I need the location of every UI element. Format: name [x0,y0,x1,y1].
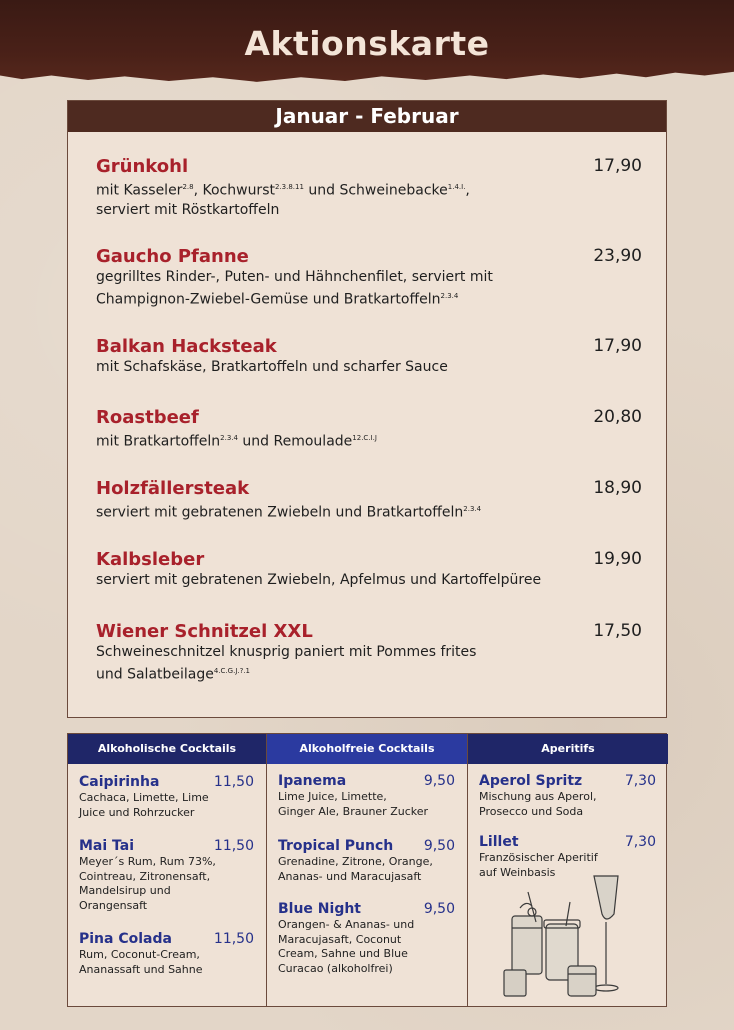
dish-name: Roastbeef [96,407,199,428]
drink-name: Tropical Punch [278,838,394,854]
dish-name: Holzfällersteak [96,478,250,499]
drink-price: 11,50 [213,931,254,947]
drink-name: Aperol Spritz [479,773,583,789]
drink-price: 11,50 [213,774,254,790]
dish-item [96,407,642,452]
drink-name: Lillet [479,834,519,850]
drink-description: Mischung aus Aperol, Prosecco und Soda [479,790,597,818]
main-menu-card [67,100,667,718]
drink-description: Orangen- & Ananas- und Maracujasaft, Coconut Cream, Sahne und Blue Curacao (alkoholfrei) [278,918,415,975]
dish-price: 19,90 [593,549,642,569]
drink-name: Pina Colada [79,931,172,947]
dish-name: Wiener Schnitzel XXL [96,621,313,642]
dish-description: mit Bratkartoffeln$^{2.3.4}$ und Remoulade$^{12.C.I.J}$ [96,433,377,450]
column-heading: Aperitifs [468,734,668,764]
drink-item [278,838,455,884]
column-heading: Alkoholische Cocktails [68,734,266,764]
dish-description: serviert mit gebratenen Zwiebeln, Apfelmus und Kartoffelpüree [96,572,542,588]
drink-name: Blue Night [278,901,362,917]
drinks-section [67,733,667,1007]
dish-price: 17,90 [593,336,642,356]
drink-description: Französischer Aperitif auf Weinbasis [479,851,598,879]
drink-item [278,773,455,819]
dish-item [96,478,642,523]
drink-item [79,774,254,820]
drink-price: 7,30 [624,773,656,789]
page-title: Aktionskarte [244,24,490,63]
drink-price: 11,50 [213,838,254,854]
glassware-illustration-icon [498,872,628,1000]
drink-price: 9,50 [423,773,455,789]
dish-description: mit Schafskäse, Bratkartoffeln und scharfer Sauce [96,359,448,375]
dish-item [96,156,642,220]
drink-name: Mai Tai [79,838,135,854]
period-banner: Januar - Februar [68,101,666,132]
dish-description: gegrilltes Rinder-, Puten- und Hähnchenfilet, serviert mit Champignon-Zwiebel-Gemüse und Bratkartoffeln$^{2.3.4}$ [96,269,493,308]
dish-name: Grünkohl [96,156,189,177]
drink-description: Cachaca, Limette, Lime Juice und Rohrzucker [79,791,209,819]
dish-price: 18,90 [593,478,642,498]
dish-price: 23,90 [593,246,642,266]
dish-price: 20,80 [593,407,642,427]
column-alkoholisch [68,734,267,1006]
column-aperitifs [468,734,668,1006]
dish-name: Gaucho Pfanne [96,246,249,267]
dish-price: 17,50 [593,621,642,641]
drink-item [79,931,254,977]
drink-item [278,901,455,976]
drink-name: Ipanema [278,773,347,789]
drink-price: 9,50 [423,838,455,854]
drink-description: Meyer´s Rum, Rum 73%, Cointreau, Zitronensaft, Mandelsirup und Orangensaft [79,855,216,912]
drink-price: 7,30 [624,834,656,850]
dish-name: Balkan Hacksteak [96,336,277,357]
dish-item [96,246,642,310]
drink-item [79,838,254,913]
column-alkoholfrei [267,734,468,1006]
drink-price: 9,50 [423,901,455,917]
drink-description: Rum, Coconut-Cream, Ananassaft und Sahne [79,948,203,976]
drink-description: Grenadine, Zitrone, Orange, Ananas- und Maracujasaft [278,855,433,883]
dish-description: mit Kasseler$^{2.8}$, Kochwurst$^{2.3.8.11}$ und Schweinebacke$^{1.4.I.}$, serviert mit Röstkartoffeln [96,182,470,218]
dish-item [96,621,642,685]
drink-item [479,773,656,819]
dish-name: Kalbsleber [96,549,205,570]
dish-price: 17,90 [593,156,642,176]
drink-name: Caipirinha [79,774,160,790]
dish-item [96,336,642,377]
drink-description: Lime Juice, Limette, Ginger Ale, Brauner Zucker [278,790,429,818]
column-heading: Alkoholfreie Cocktails [267,734,467,764]
dish-description: serviert mit gebratenen Zwiebeln und Bratkartoffeln$^{2.3.4}$ [96,504,482,521]
dish-description: Schweineschnitzel knusprig paniert mit Pommes frites und Salatbeilage$^{4.C.G.J.?.1}$ [96,644,477,683]
dish-item [96,549,642,590]
